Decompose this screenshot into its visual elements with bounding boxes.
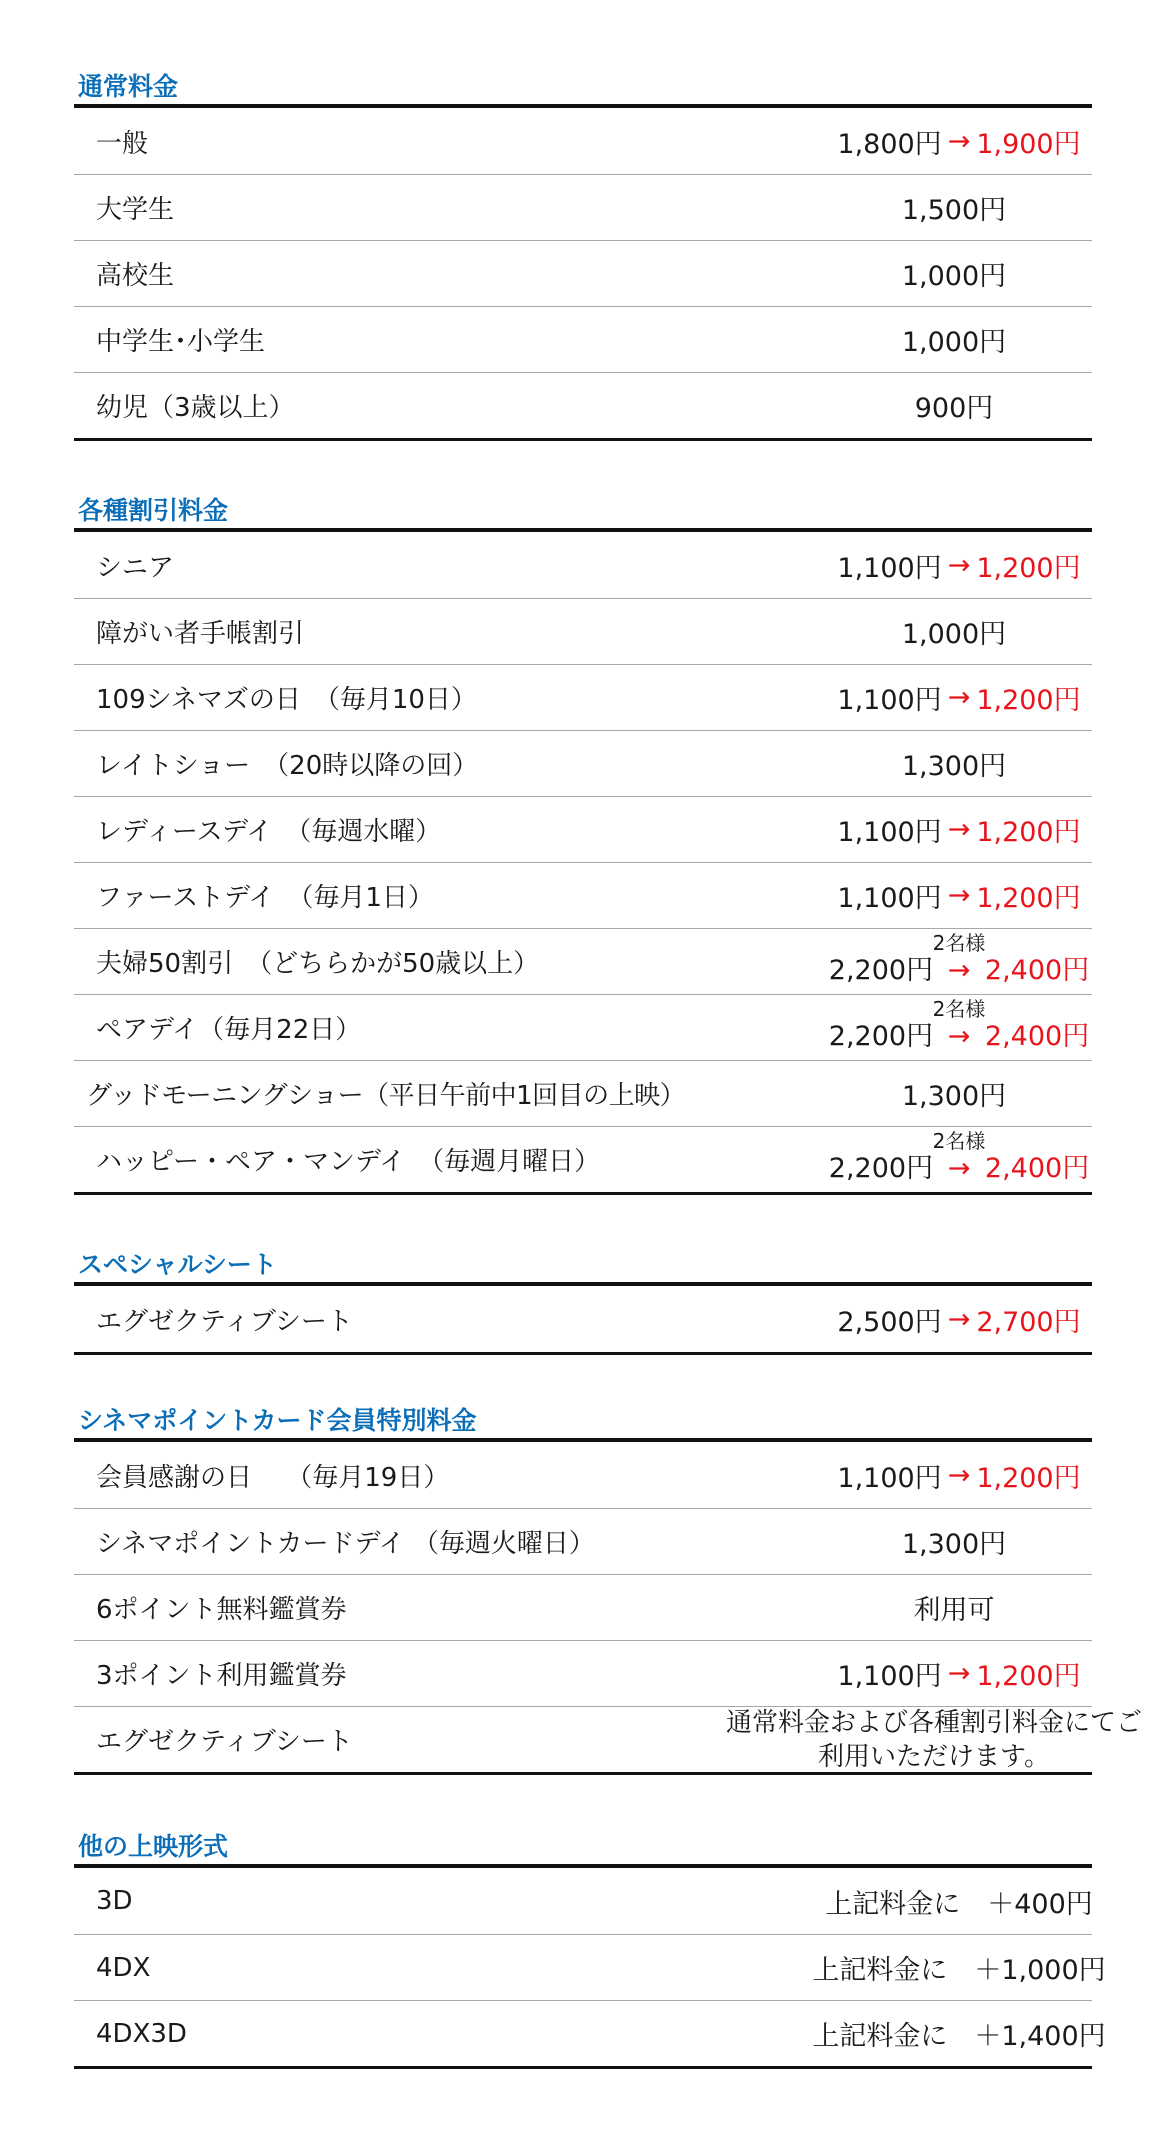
row-price: 1,300円 (901, 1081, 1007, 1112)
arrow-right-icon: → (947, 1021, 971, 1052)
section-special-seats (74, 1248, 1092, 1355)
arrow-right-icon: → (947, 125, 971, 157)
row-price (649, 665, 1160, 730)
row-price (649, 1129, 1160, 1185)
table-row (74, 1706, 1142, 1772)
new-price: 1,200円 (976, 1462, 1081, 1494)
row-label: 3ポイント利用鑑賞券 (96, 1661, 347, 1691)
row-label: 4DX (96, 1952, 151, 1983)
row-label: レディースデイ （毎週水曜） (96, 817, 442, 847)
section-title: シネマポイントカード会員特別料金 (78, 1406, 477, 1435)
row-label: 幼児（3歳以上） (96, 393, 295, 423)
price-table (74, 1864, 1106, 2069)
old-price: 1,100円 (837, 552, 942, 584)
row-label: グッドモーニングショー（平日午前中1回目の上映） (86, 1081, 686, 1111)
note-line: 利用いただけます。 (818, 1741, 1050, 1772)
old-price: 2,200円 (828, 955, 934, 986)
price-note: 2名様 (932, 997, 986, 1021)
table-row (74, 1868, 1092, 1934)
row-label: 会員感謝の日 （毎月19日） (96, 1462, 450, 1493)
row-label: 6ポイント無料鑑賞券 (96, 1595, 347, 1625)
table-row (74, 796, 1092, 862)
table-row (74, 994, 1092, 1060)
row-price: 利用可 (913, 1595, 995, 1626)
row-label: シネマポイントカードデイ （毎週火曜日） (96, 1529, 595, 1559)
section-title: 各種割引料金 (78, 496, 229, 525)
section-discount-prices (74, 494, 1092, 1195)
new-price: 1,200円 (976, 1661, 1081, 1692)
table-row (74, 1442, 1092, 1508)
row-price (649, 1442, 1160, 1508)
table-row (74, 598, 1092, 664)
row-price (649, 532, 1160, 598)
arrow-right-icon: → (947, 1303, 971, 1335)
new-price: 1,200円 (976, 685, 1081, 716)
row-price (649, 1286, 1160, 1352)
old-price: 2,500円 (837, 1306, 942, 1338)
row-price: 1,000円 (901, 327, 1007, 358)
new-price: 1,200円 (976, 552, 1081, 584)
row-price (649, 863, 1160, 928)
section-member-prices (74, 1404, 1142, 1775)
section-other-formats (74, 1830, 1106, 2069)
old-price: 1,100円 (837, 685, 942, 716)
table-row (74, 1060, 1092, 1126)
table-row (74, 730, 1092, 796)
row-price: 1,300円 (901, 1529, 1007, 1560)
row-label: エグゼクティブシート (96, 1306, 353, 1337)
row-label: ファーストデイ （毎月1日） (96, 883, 434, 913)
row-label: 中学生･小学生 (96, 327, 266, 357)
section-title: 通常料金 (78, 72, 179, 101)
row-price (649, 931, 1160, 987)
row-label: 一般 (96, 128, 149, 159)
arrow-right-icon: → (947, 1658, 971, 1689)
row-label: 4DX3D (96, 2018, 187, 2049)
old-price: 1,800円 (837, 128, 942, 160)
arrow-right-icon: → (947, 880, 971, 911)
row-label: ペアデイ（毎月22日） (96, 1015, 362, 1045)
old-price: 1,100円 (837, 817, 942, 848)
table-row (74, 1126, 1092, 1192)
row-label: 大学生 (96, 195, 175, 225)
row-label: ハッピー・ペア・マンデイ （毎週月曜日） (96, 1147, 601, 1177)
table-row (74, 306, 1092, 372)
arrow-right-icon: → (947, 955, 971, 986)
table-row (74, 174, 1092, 240)
arrow-right-icon: → (947, 682, 971, 713)
price-table (74, 104, 1092, 441)
table-row (74, 108, 1092, 174)
section-regular-prices (74, 70, 1092, 441)
row-label: 夫婦50割引 （どちらかが50歳以上） (96, 949, 540, 979)
new-price: 1,900円 (976, 128, 1081, 160)
row-price (649, 797, 1160, 862)
new-price: 2,400円 (984, 1021, 1090, 1052)
price-table (74, 1282, 1092, 1355)
note-line: 通常料金および各種割引料金にてご (725, 1707, 1142, 1738)
price-note: 2名様 (932, 931, 986, 955)
row-note (674, 1707, 1160, 1772)
new-price: 1,200円 (976, 817, 1081, 848)
row-label: 障がい者手帳割引 (96, 619, 305, 649)
section-title: 他の上映形式 (78, 1832, 229, 1861)
row-price (649, 1641, 1160, 1706)
section-title: スペシャルシート (78, 1250, 277, 1279)
table-row (74, 1640, 1092, 1706)
row-price (649, 108, 1160, 174)
row-surcharge: 上記料金に ＋1,400円 (812, 2021, 1106, 2052)
price-table (74, 1438, 1142, 1775)
row-label: 高校生 (96, 261, 175, 291)
arrow-right-icon: → (947, 1153, 971, 1184)
price-note: 2名様 (932, 1129, 986, 1153)
row-price: 1,000円 (901, 619, 1007, 650)
row-label: 109シネマズの日 （毎月10日） (96, 685, 477, 715)
table-row (74, 240, 1092, 306)
row-price (649, 997, 1160, 1053)
table-row (74, 532, 1092, 598)
table-row (74, 1934, 1106, 2000)
arrow-right-icon: → (947, 549, 971, 581)
new-price: 1,200円 (976, 883, 1081, 914)
table-row (74, 1574, 1092, 1640)
old-price: 2,200円 (828, 1153, 934, 1184)
arrow-right-icon: → (947, 1459, 971, 1491)
row-label: 3D (96, 1886, 133, 1916)
old-price: 1,100円 (837, 1661, 942, 1692)
row-price: 1,300円 (901, 751, 1007, 782)
old-price: 1,100円 (837, 883, 942, 914)
table-row (74, 664, 1092, 730)
new-price: 2,400円 (984, 1153, 1090, 1184)
new-price: 2,400円 (984, 955, 1090, 986)
row-surcharge: 上記料金に ＋1,000円 (812, 1955, 1106, 1986)
table-row (74, 862, 1092, 928)
row-label: シニア (96, 552, 175, 583)
table-row (74, 372, 1092, 438)
row-label: エグゼクティブシート (96, 1727, 353, 1757)
row-price: 1,000円 (901, 261, 1007, 292)
old-price: 2,200円 (828, 1021, 934, 1052)
table-row (74, 1508, 1092, 1574)
old-price: 1,100円 (837, 1462, 942, 1494)
row-surcharge: 上記料金に ＋400円 (825, 1888, 1093, 1920)
table-row (74, 2000, 1106, 2066)
row-label: レイトショー （20時以降の回） (96, 751, 479, 781)
new-price: 2,700円 (976, 1306, 1081, 1338)
table-row (74, 928, 1092, 994)
arrow-right-icon: → (947, 814, 971, 845)
table-row (74, 1286, 1092, 1352)
row-price: 1,500円 (901, 195, 1007, 226)
row-price: 900円 (914, 393, 994, 424)
price-table (74, 528, 1092, 1195)
